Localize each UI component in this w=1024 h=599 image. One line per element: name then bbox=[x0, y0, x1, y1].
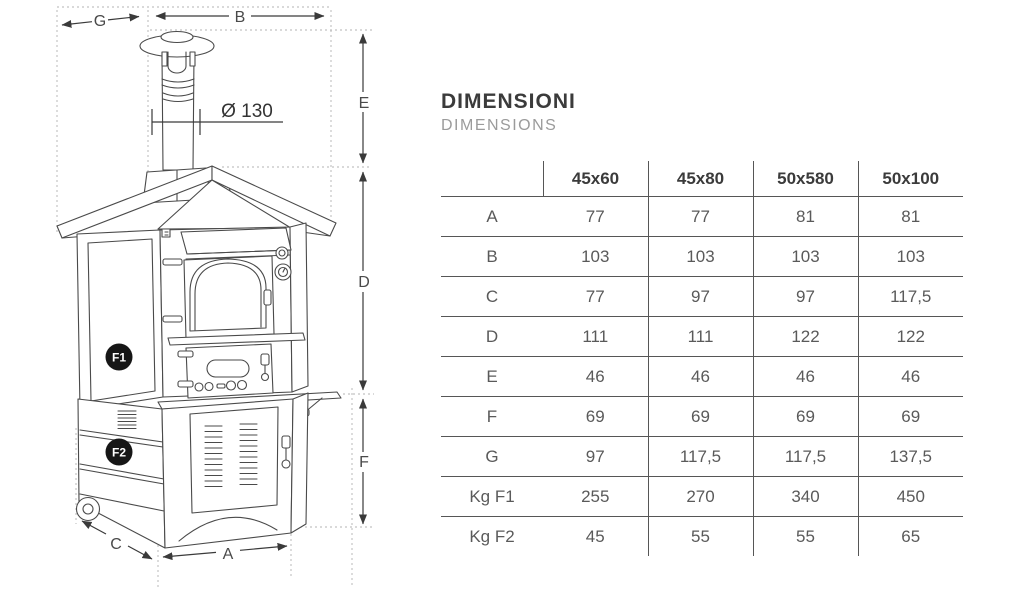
table-row bbox=[441, 197, 963, 237]
badge-f2 bbox=[106, 439, 133, 466]
table-cell: 69 bbox=[753, 397, 858, 437]
dim-label-a: A bbox=[222, 546, 234, 563]
dimensions-table bbox=[441, 161, 963, 556]
dim-label-d: D bbox=[358, 274, 370, 291]
table-cell: 97 bbox=[648, 277, 753, 317]
oven-technical-drawing bbox=[0, 0, 430, 594]
table-cell: 65 bbox=[858, 517, 963, 557]
table-row bbox=[441, 357, 963, 397]
table-row bbox=[441, 517, 963, 557]
table-cell: 97 bbox=[543, 437, 648, 477]
svg-text:F1: F1 bbox=[111, 350, 127, 365]
row-label: F bbox=[441, 397, 543, 437]
column-header: 45x60 bbox=[543, 161, 648, 197]
firebox-door bbox=[178, 344, 273, 398]
row-label: D bbox=[441, 317, 543, 357]
svg-text:F2: F2 bbox=[111, 445, 127, 460]
row-label: E bbox=[441, 357, 543, 397]
hinge-icon bbox=[178, 351, 193, 357]
base-vent-door bbox=[190, 407, 290, 513]
table-cell: 122 bbox=[753, 317, 858, 357]
table-row bbox=[441, 437, 963, 477]
oven-body bbox=[77, 223, 308, 410]
table-cell: 103 bbox=[753, 237, 858, 277]
dim-label-c: C bbox=[110, 536, 122, 553]
table-cell: 111 bbox=[543, 317, 648, 357]
table-cell: 117,5 bbox=[753, 437, 858, 477]
hinge-icon bbox=[178, 381, 193, 387]
table-row bbox=[441, 317, 963, 357]
latch-icon bbox=[261, 354, 269, 365]
table-cell: 450 bbox=[858, 477, 963, 517]
table-cell: 55 bbox=[753, 517, 858, 557]
table-row bbox=[441, 237, 963, 277]
table-cell: 77 bbox=[585, 206, 605, 226]
table-cell: 69 bbox=[543, 397, 648, 437]
row-label: C bbox=[441, 277, 543, 317]
table-cell: 270 bbox=[648, 477, 753, 517]
table-cell: 46 bbox=[753, 357, 858, 397]
corner-cell bbox=[441, 161, 543, 197]
table-header-row bbox=[441, 161, 963, 197]
dim-label-e: E bbox=[358, 95, 370, 112]
latch-icon bbox=[282, 436, 290, 448]
table-cell: 77 bbox=[543, 277, 648, 317]
base-cabinet bbox=[77, 392, 342, 548]
table-cell: 111 bbox=[648, 317, 753, 357]
table-cell: 122 bbox=[858, 317, 963, 357]
row-label: A bbox=[486, 206, 498, 226]
panel-subtitle: DIMENSIONS bbox=[441, 117, 558, 135]
dimensions-panel bbox=[441, 90, 981, 556]
hinge-icon bbox=[163, 259, 182, 265]
table-cell: 45 bbox=[543, 517, 648, 557]
oven-drawing-svg bbox=[0, 0, 430, 594]
column-header: 50x100 bbox=[858, 161, 963, 197]
badge-f1 bbox=[106, 344, 133, 371]
table-row bbox=[441, 477, 963, 517]
dim-label-g: G bbox=[93, 13, 107, 30]
table-cell: 81 bbox=[858, 197, 963, 237]
table-cell: 103 bbox=[648, 237, 753, 277]
table-row bbox=[441, 277, 963, 317]
table-cell: 255 bbox=[543, 477, 648, 517]
table-cell: 81 bbox=[753, 197, 858, 237]
table-cell: 103 bbox=[858, 237, 963, 277]
dim-label-f: F bbox=[359, 454, 369, 471]
table-cell: 137,5 bbox=[858, 437, 963, 477]
table-cell: 117,5 bbox=[648, 437, 753, 477]
column-header: 45x80 bbox=[648, 161, 753, 197]
table-cell: 69 bbox=[648, 397, 753, 437]
panel-title: DIMENSIONI bbox=[441, 90, 576, 113]
table-cell: 340 bbox=[753, 477, 858, 517]
row-label: B bbox=[441, 237, 543, 277]
table-cell: 46 bbox=[648, 357, 753, 397]
table-cell: 97 bbox=[753, 277, 858, 317]
diameter-label: Ø 130 bbox=[221, 101, 273, 122]
row-label: G bbox=[441, 437, 543, 477]
row-label: Kg F1 bbox=[441, 477, 543, 517]
column-header: 50x580 bbox=[753, 161, 858, 197]
table-cell: 69 bbox=[858, 397, 963, 437]
table-cell: 55 bbox=[648, 517, 753, 557]
table-cell: 117,5 bbox=[858, 277, 963, 317]
latch-icon bbox=[264, 290, 271, 305]
row-label: Kg F2 bbox=[441, 517, 543, 557]
table-cell: 77 bbox=[648, 197, 753, 237]
hinge-icon bbox=[163, 316, 182, 322]
table-row bbox=[441, 397, 963, 437]
wheel-icon bbox=[77, 498, 100, 521]
table-cell: 46 bbox=[543, 357, 648, 397]
table-cell: 103 bbox=[543, 237, 648, 277]
dim-label-b: B bbox=[234, 9, 246, 26]
table-cell: 46 bbox=[858, 357, 963, 397]
